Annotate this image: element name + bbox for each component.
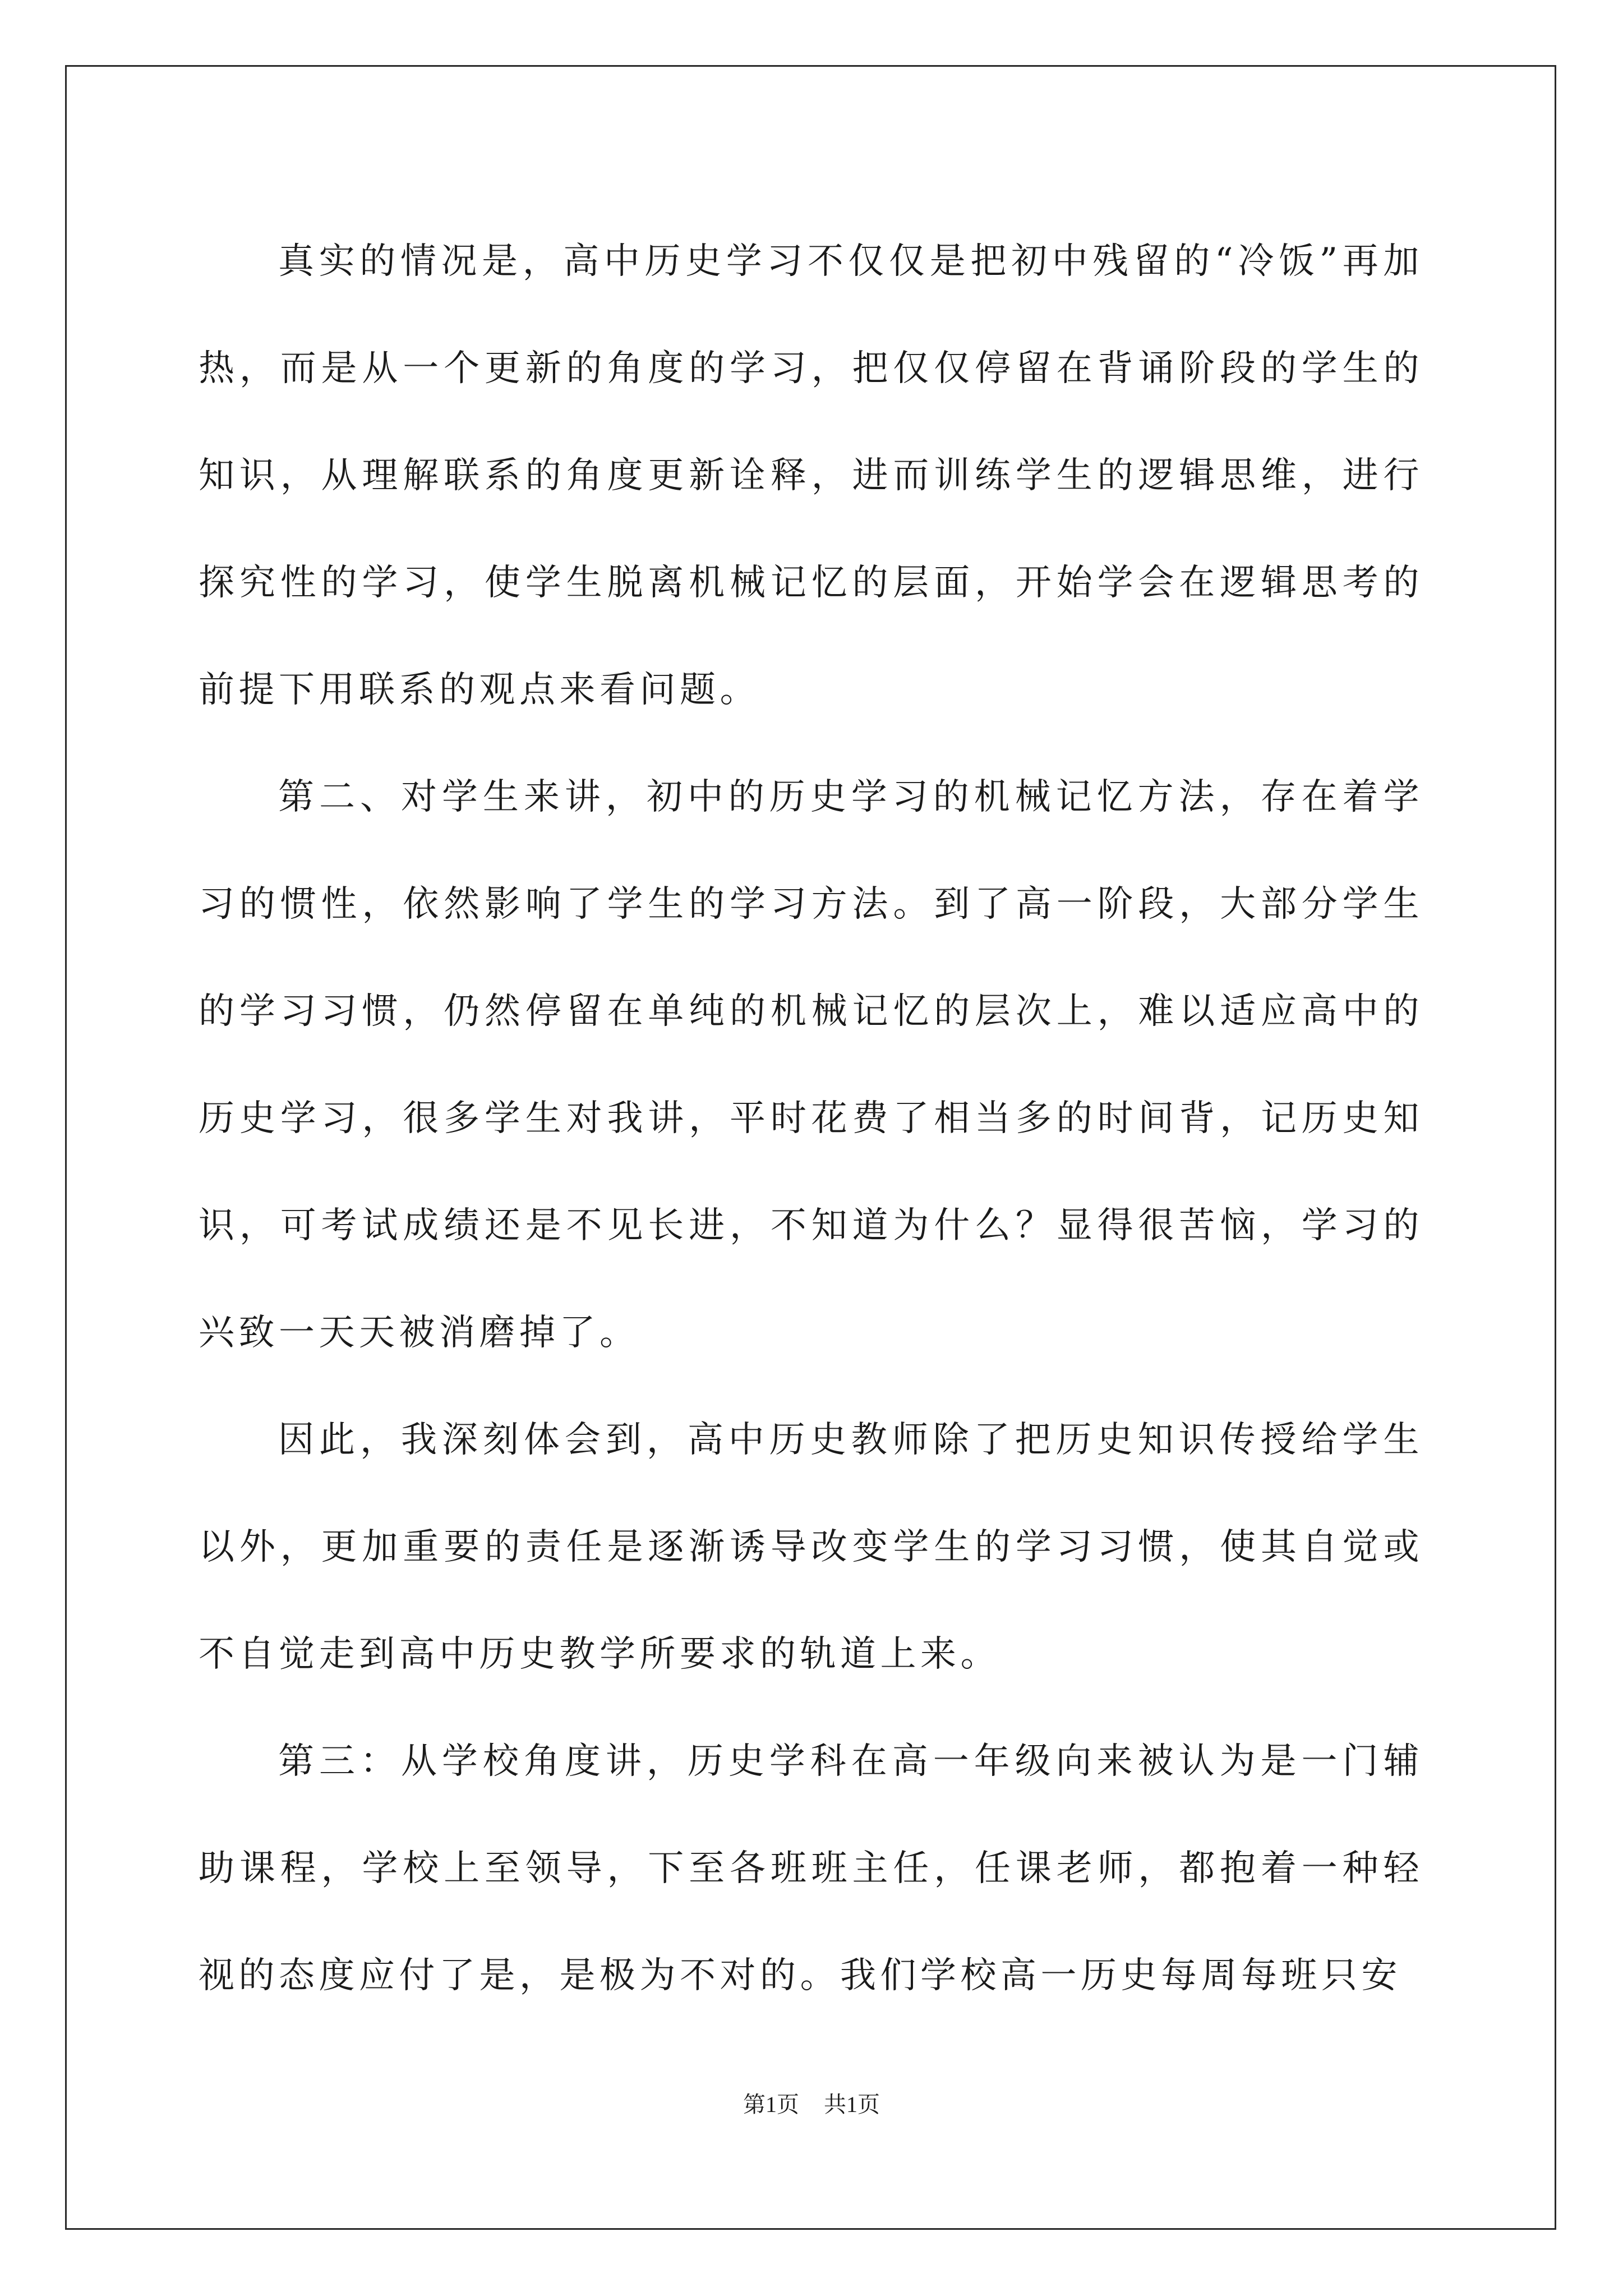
paragraph: 真实的情况是，高中历史学习不仅仅是把初中残留的“冷饭”再加热，而是从一个更新的角度的学习，把仅仅停留在背诵阶段的学生的知识，从理解联系的角度更新诠释，进而训练学生的逻辑思维，进行探究性的学习，使学生脱离机械记忆的层面，开始学会在逻辑思考的前提下用联系的观点来看问题。 [199, 241, 1423, 711]
document-body [199, 208, 1423, 2030]
page-footer [0, 2089, 1623, 2120]
paragraph: 第二、对学生来讲，初中的历史学习的机械记忆方法，存在着学习的惯性，依然影响了学生的学习方法。到了高一阶段，大部分学生的学习习惯，仍然停留在单纯的机械记忆的层次上，难以适应高中的历史学习，很多学生对我讲，平时花费了相当多的时间背，记历史知识，可考试成绩还是不见长进，不知道为什么？显得很苦恼，学习的兴致一天天被消磨掉了。 [199, 776, 1423, 1354]
page-number: 第1页 [743, 2092, 799, 2117]
paragraph: 第三：从学校角度讲，历史学科在高一年级向来被认为是一门辅助课程，学校上至领导，下至各班班主任，任课老师，都抱着一种轻视的态度应付了是，是极为不对的。我们学校高一历史每周每班只安 [199, 1741, 1423, 1996]
paragraph: 因此，我深刻体会到，高中历史教师除了把历史知识传授给学生以外，更加重要的责任是逐渐诱导改变学生的学习习惯，使其自觉或不自觉走到高中历史教学所要求的轨道上来。 [199, 1419, 1423, 1675]
page-total: 共1页 [824, 2092, 880, 2117]
